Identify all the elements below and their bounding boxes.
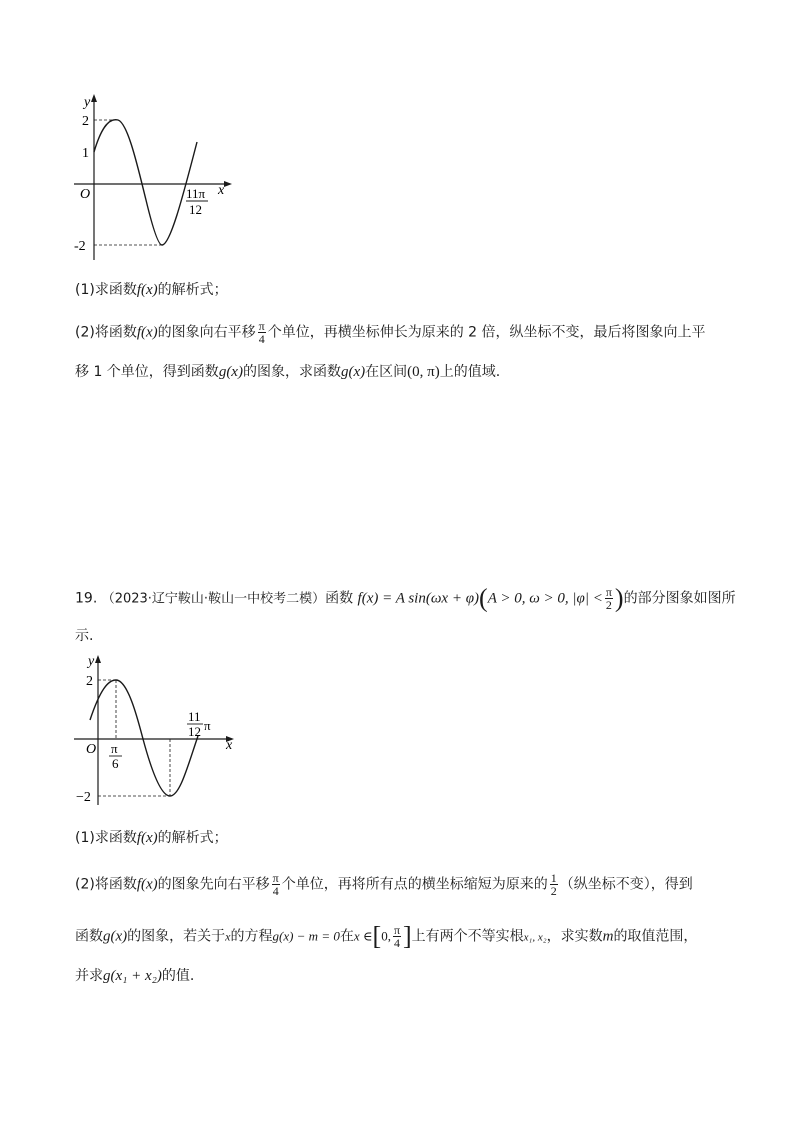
origin-label: O [86,742,97,757]
graph-2 [70,650,250,810]
tick-neg2: −2 [76,790,91,805]
x-tick-num: 11π [186,186,206,201]
x-tick2-pi: π [204,718,211,733]
q19-part2-line1: (2)将函数f(x)的图象先向右平移 $\frac{\pi}{4}$ 个单位，再将所有点的横坐标缩短为原来的 $\frac{1}{2}$ （纵坐标不变），得到 [75,871,693,898]
origin-label: O [80,187,91,202]
sine-curve [94,120,197,245]
q18-part2-line1: (2)将函数f(x)的图象向右平移 $\frac{\pi}{4}$ 个单位，再横坐标伸长为原来的 2 倍，纵坐标不变，最后将图象向上平 [75,319,706,346]
sine-curve [90,680,198,796]
q19-part2-line2: 函数g(x)的图象，若关于x的方程g(x) − m = 0在x ∈[0, $\frac{\pi}{4}$ ]上有两个不等实根x₁, x₂，求实数m的取值范围， [75,921,698,951]
tick-neg2: -2 [74,239,86,254]
q19-number: 19. [75,590,98,607]
x-tick2-num: 11 [188,709,201,724]
q19-intro-line1: 19. （2023·辽宁鞍山·鞍山一中校考二模）函数 f(x) = A sin(ωx + φ)(A > 0, ω > 0, |φ| < $\frac{\pi}{2}$ )的部分图象如图所 [75,583,736,613]
q18-part1: (1)求函数f(x)的解析式； [75,282,228,298]
x-label: x [218,183,225,198]
q19-part2-line3: 并求g(x₁ + x₂)的值. [75,968,195,984]
q18-part2-line2: 移 1 个单位，得到函数g(x)的图象，求函数g(x)在区间(0, π)上的值域. [75,364,501,380]
x-tick-den: 12 [189,202,202,217]
y-axis-arrow [91,94,97,102]
y-label: y [88,654,95,669]
q19-part1: (1)求函数f(x)的解析式； [75,830,228,846]
x-tick1-den: 6 [112,756,119,771]
tick-1: 1 [82,146,89,161]
x-tick1-num: π [111,741,118,756]
x-axis-arrow [224,181,232,187]
y-axis-arrow [95,655,101,663]
x-tick2-den: 12 [188,724,201,739]
graph-1 [70,90,250,265]
q19-intro-line2: 示. [75,628,94,644]
q19-source: （2023·辽宁鞍山·鞍山一中校考二模） [101,591,326,607]
y-label: y [84,95,91,110]
tick-2: 2 [82,114,89,129]
x-label: x [226,738,233,753]
tick-2: 2 [86,674,93,689]
